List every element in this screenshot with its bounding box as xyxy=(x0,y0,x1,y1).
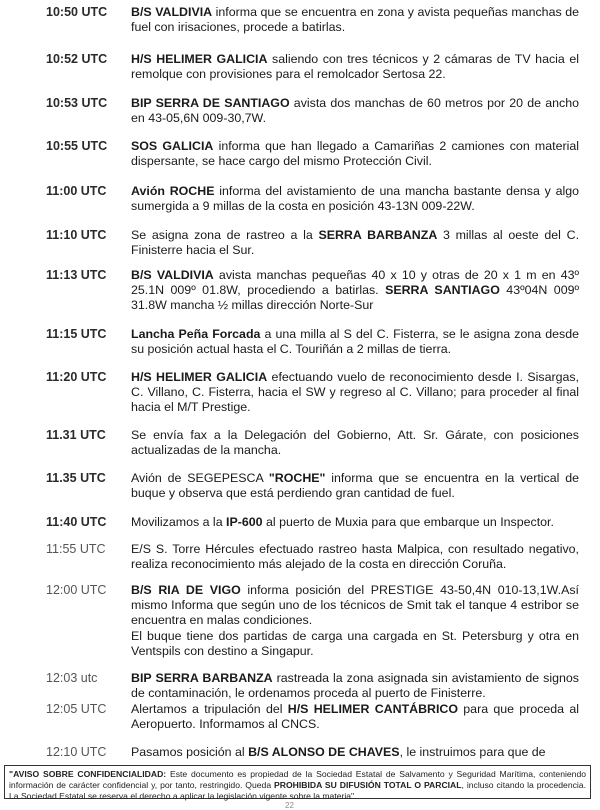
notice-text-2: , incluso citando la procedencia. La Sociedad Estatal se reserva el derecho a aplicar la legislación vigente sobre la materia". xyxy=(9,780,586,801)
entry-bold-name: SERRA SANTIAGO xyxy=(385,283,500,298)
entry-text-part: informa posición del PRESTIGE 43-50,4N 010-13,1W.Así mismo Informa que según uno de los técnicos de Smit tak el tanque 4 estribor se encuentra en malas condiciones. xyxy=(131,583,579,628)
entry-bold-name: H/S HELIMER GALICIA xyxy=(131,370,268,384)
entry-text-part: , le instruimos para que de xyxy=(399,745,546,759)
entry-text-part: avista manchas pequeñas 40 x 10 y otras de 20 x 1 m en 43º 25.1N 009º 01.8W, procediendo a batirlas. xyxy=(131,268,580,298)
entry-text xyxy=(131,184,579,214)
entry-time: 10:55 UTC xyxy=(46,139,108,153)
entry-text-part: informa que se encuentra en la vertical de buque y observa que está perdiendo gran cantidad de fuel. xyxy=(131,471,580,501)
entry-extra-paragraph: El buque tiene dos partidas de carga una cargada en St. Petersburg y otra en Ventspils con destino a Singapur. xyxy=(131,628,579,658)
entry-text xyxy=(131,139,579,169)
entry-time: 10:50 UTC xyxy=(46,5,108,19)
entry-time: 11:13 UTC xyxy=(46,268,107,282)
entry-text-part: saliendo con tres técnicos y 2 cámaras de TV hacia el remolque con provisiones para el remolcador Sertosa 22. xyxy=(131,52,579,82)
entry-text xyxy=(131,52,579,82)
entry-text xyxy=(131,327,579,357)
entry-text-part: informa que han llegado a Camariñas 2 camiones con material dispersante, se hace cargo del mismo Protección Civil. xyxy=(131,139,579,169)
entry-bold-name: H/S HELIMER GALICIA xyxy=(131,52,268,66)
entry-text-part: informa del avistamiento de una mancha bastante densa y algo sumergida a 9 millas de la costa en posición 43-13N 009-22W. xyxy=(131,184,579,214)
entry-text-part: Avión de SEGEPESCA xyxy=(131,471,269,485)
notice-bold: PROHIBIDA SU DIFUSIÓN TOTAL O PARCIAL xyxy=(274,780,462,790)
entry-text xyxy=(131,428,579,458)
entry-text-part: Movilizamos a la xyxy=(131,515,227,529)
entry-time: 10:53 UTC xyxy=(46,96,108,110)
entry-bold-name: SOS GALICIA xyxy=(131,139,214,153)
entry-bold-name: IP-600 xyxy=(226,515,263,529)
entry-text-part: Se asigna zona de rastreo a la xyxy=(131,228,319,242)
entry-time: 11:00 UTC xyxy=(46,184,107,198)
entry-text-part: Pasamos posición al xyxy=(131,745,249,759)
entry-text-part: a una milla al S del C. Fisterra, se le asigna zona desde su posición actual hasta el C. Touriñán a 2 millas de tierra. xyxy=(131,327,579,357)
entry-time: 11.31 UTC xyxy=(46,428,106,442)
confidentiality-notice xyxy=(4,765,591,799)
entry-bold-name: B/S RIA DE VIGO xyxy=(131,583,241,597)
entry-text xyxy=(131,671,579,701)
notice-text-1: Este documento es propiedad de la Sociedad Estatal de Salvamento y Seguridad Marítima, conteniendo información de carácter confidencial y, por tanto, restringido. Queda xyxy=(9,769,587,790)
entry-time: 11:15 UTC xyxy=(46,327,107,341)
entry-text xyxy=(131,5,579,35)
entry-time: 11:20 UTC xyxy=(46,370,107,384)
entry-bold-name: SERRA BARBANZA xyxy=(318,228,438,242)
entry-text-part: rastreada la zona asignada sin avistamiento de signos de contaminación, le ordenamos proceda al puerto de Finisterre. xyxy=(131,671,579,701)
entry-text-part: informa que se encuentra en zona y avista pequeñas manchas de fuel con irisaciones, procede a batirlas. xyxy=(131,5,579,35)
entry-bold-name: H/S HELIMER CANTÁBRICO xyxy=(287,702,459,716)
entry-text xyxy=(131,268,579,314)
entry-time: 10:52 UTC xyxy=(46,52,108,66)
entry-text-part: avista dos manchas de 60 metros por 20 de ancho en 43-05,6N 009-30,7W. xyxy=(131,96,579,126)
entry-time: 11:40 UTC xyxy=(46,515,107,529)
entry-text xyxy=(131,702,579,732)
entry-text xyxy=(131,745,579,760)
entry-text-part: Se envía fax a la Delegación del Gobierno, Att. Sr. Gárate, con posiciones actualizadas de la mancha. xyxy=(131,428,579,458)
entry-bold-name: B/S VALDIVIA xyxy=(131,5,213,19)
entry-text-part: para que proceda al Aeropuerto. Informamos al CNCS. xyxy=(131,702,579,732)
entry-bold-name: B/S ALONSO DE CHAVES xyxy=(248,745,400,759)
entry-time: 12:05 UTC xyxy=(46,702,107,716)
notice-label: "AVISO SOBRE CONFIDENCIALIDAD: xyxy=(9,769,167,779)
entry-time: 11:10 UTC xyxy=(46,228,107,242)
entry-time: 12:03 utc xyxy=(46,671,98,685)
entry-bold-name: BIP SERRA DE SANTIAGO xyxy=(131,96,290,110)
entry-time: 11:55 UTC xyxy=(46,542,106,556)
entry-text xyxy=(131,515,579,530)
entry-text xyxy=(131,228,579,258)
entry-bold-name: Lancha Peña Forcada xyxy=(131,327,261,341)
entry-bold-name: Avión ROCHE xyxy=(131,184,215,198)
entry-text-part: efectuando vuelo de reconocimiento desde I. Sisargas, C. Villano, C. Fisterra, hacia el SW y regreso al C. Villano; para proceder al final hacia el M/T Prestige. xyxy=(131,370,580,415)
page-number: 22 xyxy=(285,801,294,810)
entry-text xyxy=(131,542,579,572)
entry-text xyxy=(131,96,579,126)
entry-bold-name: B/S VALDIVIA xyxy=(131,268,214,282)
entry-text-part: E/S S. Torre Hércules efectuado rastreo hasta Malpica, con resultado negativo, realiza reconocimiento más alejado de la costa en dirección Coruña. xyxy=(131,542,579,572)
entry-time: 12:10 UTC xyxy=(46,745,107,759)
entry-time: 11.35 UTC xyxy=(46,471,106,485)
entry-text-part: al puerto de Muxia para que embarque un Inspector. xyxy=(262,515,554,529)
entry-text xyxy=(131,370,579,416)
entry-bold-name: "ROCHE" xyxy=(268,471,326,485)
entry-text-part: Alertamos a tripulación del xyxy=(131,702,288,716)
entry-text xyxy=(131,471,579,501)
entry-text-part: 3 millas al oeste del C. Finisterre hacia el Sur. xyxy=(131,228,580,258)
entry-text-part: 43º04N 009º 31.8W mancha ½ millas dirección Norte-Sur xyxy=(131,283,579,313)
entry-time: 12:00 UTC xyxy=(46,583,107,597)
entry-bold-name: BIP SERRA BARBANZA xyxy=(131,671,273,685)
entry-text xyxy=(131,583,579,659)
